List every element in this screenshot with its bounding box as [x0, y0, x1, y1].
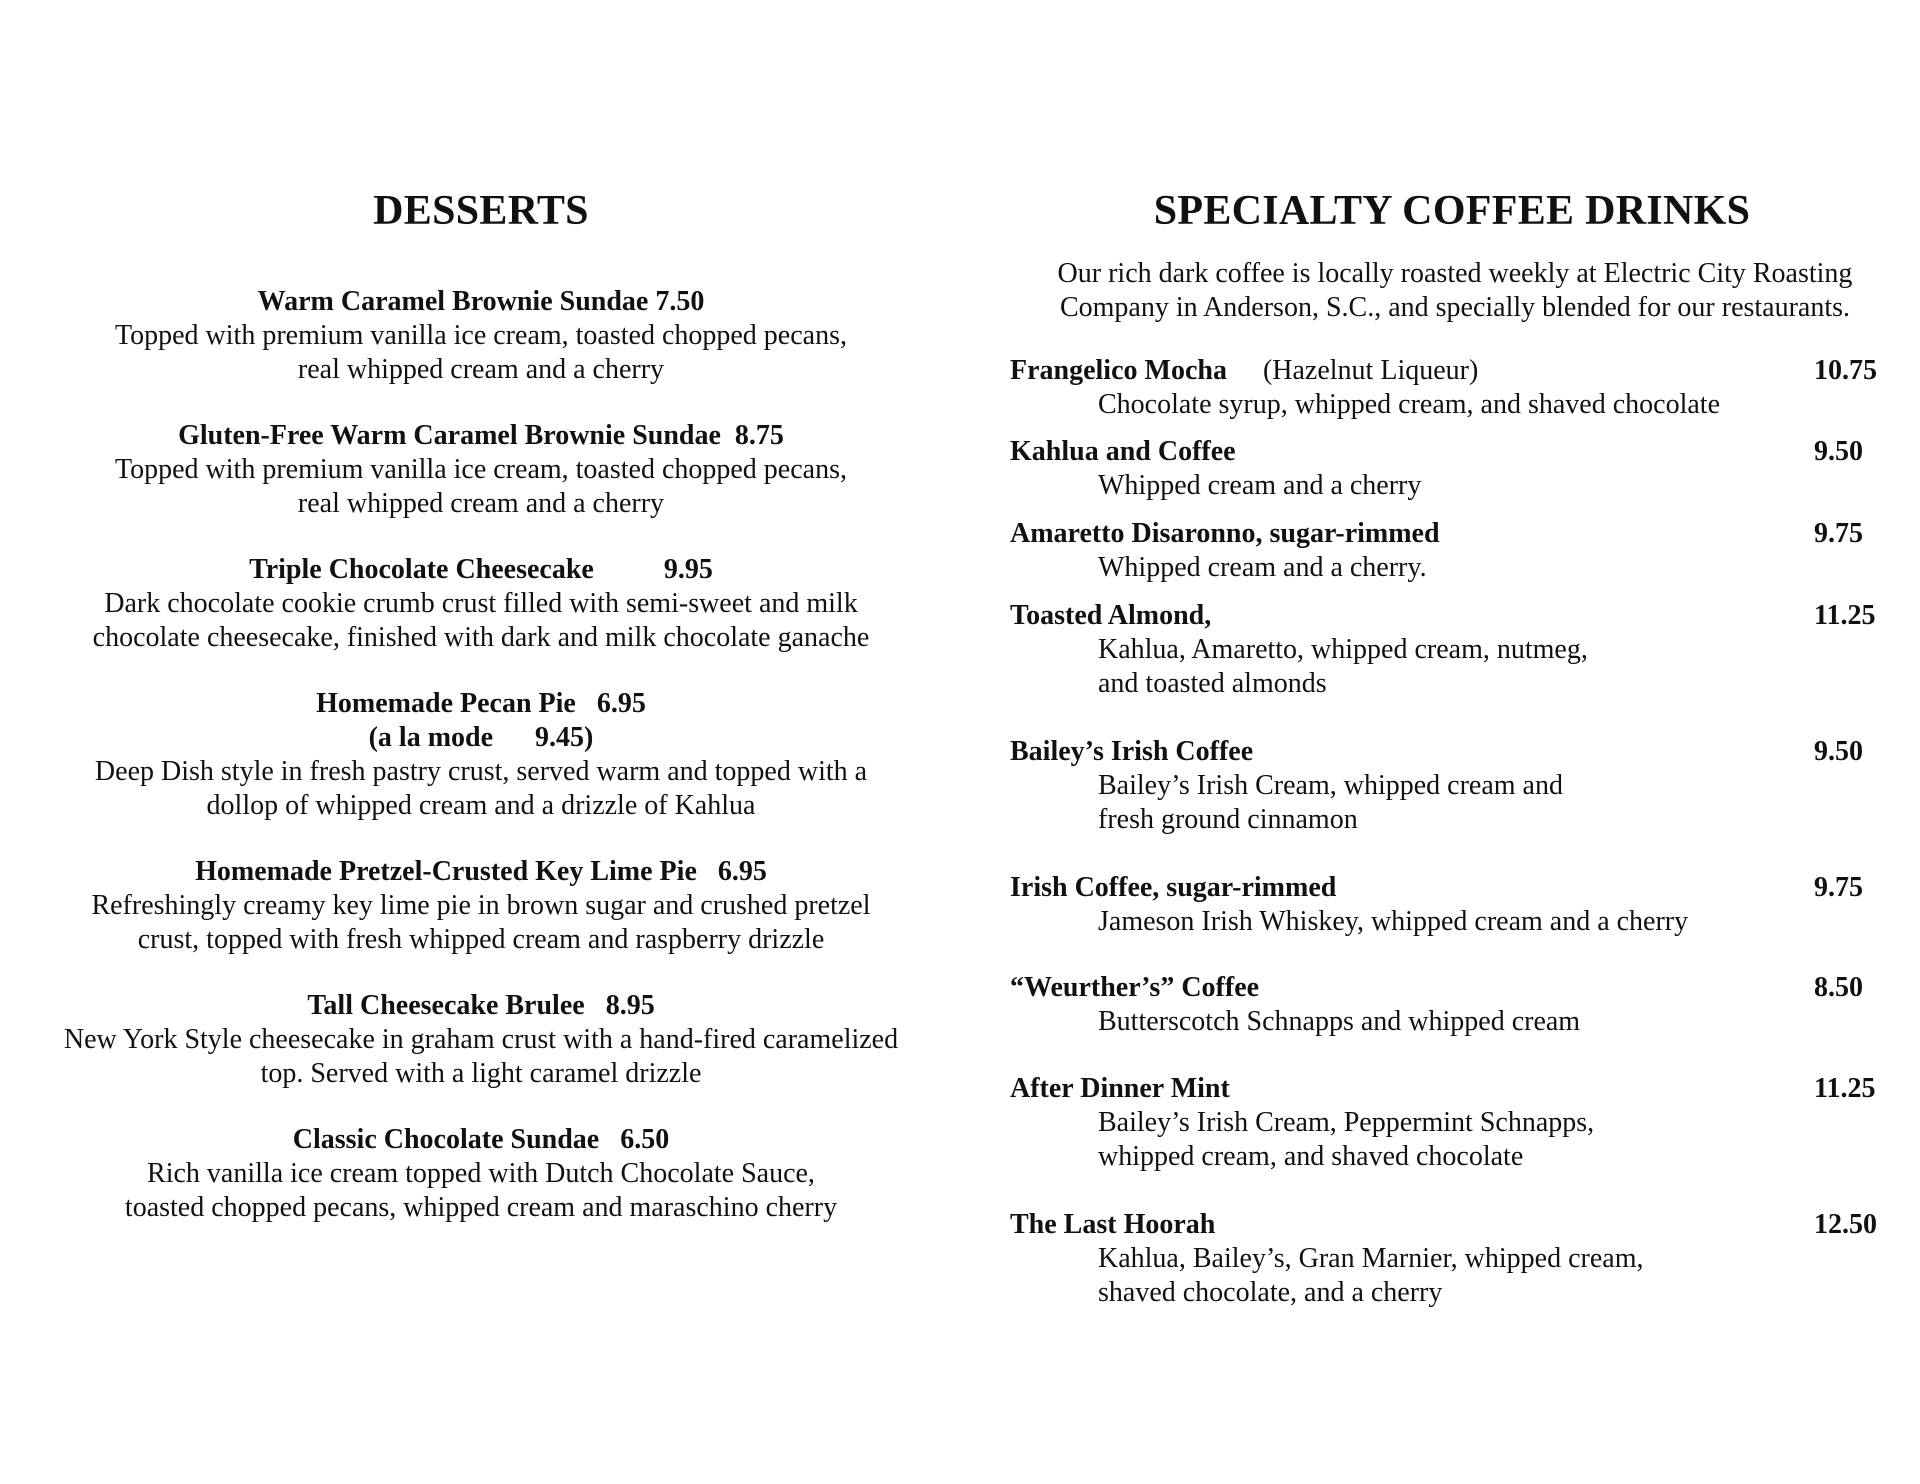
dessert-name: Homemade Pecan Pie 6.95 [316, 688, 646, 720]
dessert-name: Homemade Pretzel-Crusted Key Lime Pie 6.95 [195, 856, 767, 888]
drink-item [1010, 1208, 1880, 1310]
dessert-item [30, 1123, 932, 1225]
drink-price: 9.50 [1814, 436, 1863, 468]
drink-name: Bailey’s Irish Coffee [1010, 736, 1254, 768]
drink-name-text: Frangelico Mocha [1010, 355, 1227, 387]
drink-item [1010, 871, 1880, 939]
drink-name: Kahlua and Coffee [1010, 436, 1236, 468]
drink-desc-line: Jameson Irish Whiskey, whipped cream and a cherry [1098, 906, 1689, 938]
dessert-desc-line: Topped with premium vanilla ice cream, toasted chopped pecans, [114, 320, 847, 352]
drink-subtitle: (Hazelnut Liqueur) [1262, 355, 1479, 387]
dessert-item [30, 687, 932, 823]
coffee-intro [1030, 257, 1880, 325]
dessert-item [30, 285, 932, 387]
coffee-intro-line: Company in Anderson, S.C., and specially blended for our restaurants. [1059, 292, 1851, 324]
drink-name: Amaretto Disaronno, sugar-rimmed [1010, 518, 1440, 550]
drink-name: The Last Hoorah [1010, 1209, 1216, 1241]
drink-price: 9.75 [1814, 872, 1863, 904]
dessert-item [30, 855, 932, 957]
drink-name: After Dinner Mint [1010, 1073, 1230, 1105]
dessert-desc-line: New York Style cheesecake in graham crust with a hand-fired caramelized [63, 1024, 899, 1056]
drink-item [1010, 435, 1880, 503]
drink-desc-line: whipped cream, and shaved chocolate [1098, 1141, 1524, 1173]
desserts-title: DESSERTS [373, 188, 589, 234]
drink-desc-line: Kahlua, Amaretto, whipped cream, nutmeg, [1098, 634, 1588, 666]
coffee-intro-line: Our rich dark coffee is locally roasted weekly at Electric City Roasting [1057, 258, 1853, 290]
drink-item [1010, 735, 1880, 837]
dessert-name: Warm Caramel Brownie Sundae 7.50 [257, 286, 705, 318]
drink-name: Toasted Almond, [1010, 600, 1212, 632]
dessert-desc-line: Rich vanilla ice cream topped with Dutch Chocolate Sauce, [147, 1158, 815, 1190]
drink-price: 12.50 [1814, 1209, 1877, 1241]
dessert-desc-line: real whipped cream and a cherry [297, 354, 665, 386]
drink-desc-line: Bailey’s Irish Cream, whipped cream and [1098, 770, 1563, 802]
drink-price: 8.50 [1814, 972, 1863, 1004]
dessert-desc-line: Refreshingly creamy key lime pie in brown sugar and crushed pretzel [91, 890, 871, 922]
dessert-desc-line: dollop of whipped cream and a drizzle of Kahlua [206, 790, 756, 822]
dessert-name: Tall Cheesecake Brulee 8.95 [307, 990, 655, 1022]
drink-desc-line: shaved chocolate, and a cherry [1098, 1277, 1443, 1309]
drink-desc-line: Bailey’s Irish Cream, Peppermint Schnapps, [1098, 1107, 1595, 1139]
dessert-desc-line: chocolate cheesecake, finished with dark and milk chocolate ganache [92, 622, 870, 654]
dessert-name: Gluten-Free Warm Caramel Brownie Sundae 8.75 [178, 420, 784, 452]
drink-desc-line: and toasted almonds [1098, 668, 1327, 700]
drink-desc-line: fresh ground cinnamon [1098, 804, 1358, 836]
dessert-name: Triple Chocolate Cheesecake 9.95 [249, 554, 713, 586]
dessert-desc-line: Topped with premium vanilla ice cream, toasted chopped pecans, [114, 454, 847, 486]
drink-desc-line: Whipped cream and a cherry [1098, 470, 1422, 502]
drink-item [1010, 971, 1880, 1039]
dessert-desc-line: Deep Dish style in fresh pastry crust, served warm and topped with a [94, 756, 868, 788]
dessert-desc-line: real whipped cream and a cherry [297, 488, 665, 520]
dessert-item [30, 989, 932, 1091]
dessert-desc-line: top. Served with a light caramel drizzle [260, 1058, 702, 1090]
drink-price: 9.50 [1814, 736, 1863, 768]
drink-price: 9.75 [1814, 518, 1863, 550]
dessert-name: Classic Chocolate Sundae 6.50 [292, 1124, 670, 1156]
dessert-name-alt: (a la mode 9.45) [368, 722, 594, 754]
dessert-item [30, 553, 932, 655]
dessert-desc-line: crust, topped with fresh whipped cream and raspberry drizzle [137, 924, 825, 956]
dessert-item [30, 419, 932, 521]
drink-item [1010, 517, 1880, 585]
drink-item [1010, 354, 1880, 422]
coffee-title: SPECIALTY COFFEE DRINKS [1153, 188, 1751, 234]
dessert-desc-line: toasted chopped pecans, whipped cream and maraschino cherry [124, 1192, 838, 1224]
dessert-desc-line: Dark chocolate cookie crumb crust filled with semi-sweet and milk [104, 588, 858, 620]
drink-item [1010, 1072, 1880, 1174]
drink-price: 11.25 [1814, 1073, 1876, 1105]
drink-desc-line: Whipped cream and a cherry. [1098, 552, 1427, 584]
drink-name: “Weurther’s” Coffee [1010, 972, 1260, 1004]
drink-price: 11.25 [1814, 600, 1876, 632]
drink-price: 10.75 [1814, 355, 1877, 387]
drink-desc-line: Chocolate syrup, whipped cream, and shaved chocolate [1098, 389, 1721, 421]
drink-desc-line: Butterscotch Schnapps and whipped cream [1098, 1006, 1581, 1038]
drink-name: Irish Coffee, sugar-rimmed [1010, 872, 1337, 904]
drink-item [1010, 599, 1880, 701]
desserts-column [30, 186, 932, 1257]
drink-desc-line: Kahlua, Bailey’s, Gran Marnier, whipped cream, [1098, 1243, 1644, 1275]
drink-name [1010, 354, 1478, 388]
coffee-column [1010, 186, 1880, 1310]
